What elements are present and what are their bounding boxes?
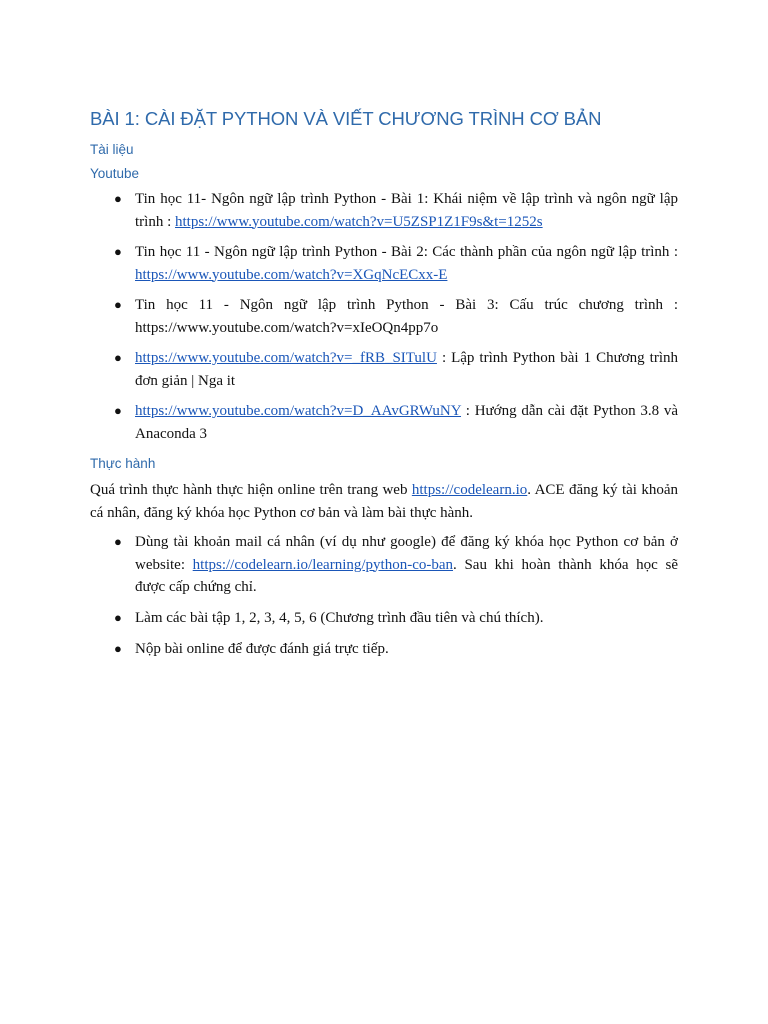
practice-list xyxy=(90,531,678,660)
list-item xyxy=(90,607,678,629)
list-item xyxy=(90,241,678,286)
bullet-icon: ● xyxy=(114,534,122,549)
list-item xyxy=(90,400,678,445)
youtube-link[interactable]: https://www.youtube.com/watch?v=U5ZSP1Z1F9s&t=1252s xyxy=(175,213,543,230)
item-text: Tin học 11- Ngôn ngữ lập trình Python - Bài 1: Khái niệm về lập trình và ngôn ngữ lập trình : xyxy=(135,191,678,230)
youtube-list xyxy=(90,188,678,445)
item-text: : Hướng dẫn cài đặt Python 3.8 và Anaconda 3 xyxy=(135,403,678,442)
list-item xyxy=(90,294,678,339)
list-item xyxy=(90,188,678,233)
bullet-icon: ● xyxy=(114,610,122,625)
item-text: Nộp bài online để được đánh giá trực tiếp. xyxy=(135,641,389,657)
bullet-icon: ● xyxy=(114,641,122,656)
document-title: BÀI 1: CÀI ĐẶT PYTHON VÀ VIẾT CHƯƠNG TRÌNH CƠ BẢN xyxy=(90,108,602,129)
item-text: Tin học 11 - Ngôn ngữ lập trình Python - Bài 2: Các thành phần của ngôn ngữ lập trình : xyxy=(135,244,678,260)
item-text: : Lập trình Python bài 1 Chương trình đơn giản | Nga it xyxy=(135,350,678,389)
item-text: Dùng tài khoản mail cá nhân (ví dụ như google) để đăng ký khóa học Python cơ bản ở website: xyxy=(135,534,678,573)
youtube-link[interactable]: https://www.youtube.com/watch?v=_fRB_SITulU xyxy=(135,350,437,366)
bullet-icon: ● xyxy=(114,350,122,365)
paragraph-text: . ACE đăng ký tài khoản cá nhân, đăng ký khóa học Python cơ bản và làm bài thực hành. xyxy=(90,482,678,521)
list-item xyxy=(90,531,678,599)
bullet-icon: ● xyxy=(114,191,122,206)
item-text: Làm các bài tập 1, 2, 3, 4, 5, 6 (Chương trình đầu tiên và chú thích). xyxy=(135,610,544,626)
codelearn-link[interactable]: https://codelearn.io xyxy=(411,482,528,498)
item-text: Tin học 11 - Ngôn ngữ lập trình Python - Bài 3: Cấu trúc chương trình : https://www.youtube.com/watch?v=xIeOQn4pp7o xyxy=(135,297,678,336)
youtube-link[interactable]: https://www.youtube.com/watch?v=D_AAvGRWuNY xyxy=(135,403,462,419)
codelearn-course-link[interactable]: https://codelearn.io/learning/python-co-ban xyxy=(192,556,454,573)
item-text: . Sau khi hoàn thành khóa học sẽ được cấp chứng chỉ. xyxy=(135,556,678,595)
bullet-icon: ● xyxy=(114,403,122,418)
practice-paragraph xyxy=(90,479,678,524)
subsection-heading-youtube: Youtube xyxy=(90,166,140,181)
youtube-link[interactable]: https://www.youtube.com/watch?v=XGqNcECxx-E xyxy=(135,266,448,283)
section-heading-practice: Thực hành xyxy=(90,456,156,471)
list-item xyxy=(90,347,678,392)
bullet-icon: ● xyxy=(114,244,122,259)
list-item xyxy=(90,638,678,660)
bullet-icon: ● xyxy=(114,297,122,312)
section-heading-materials: Tài liệu xyxy=(90,142,134,157)
paragraph-text: Quá trình thực hành thực hiện online trên trang web xyxy=(90,482,412,498)
